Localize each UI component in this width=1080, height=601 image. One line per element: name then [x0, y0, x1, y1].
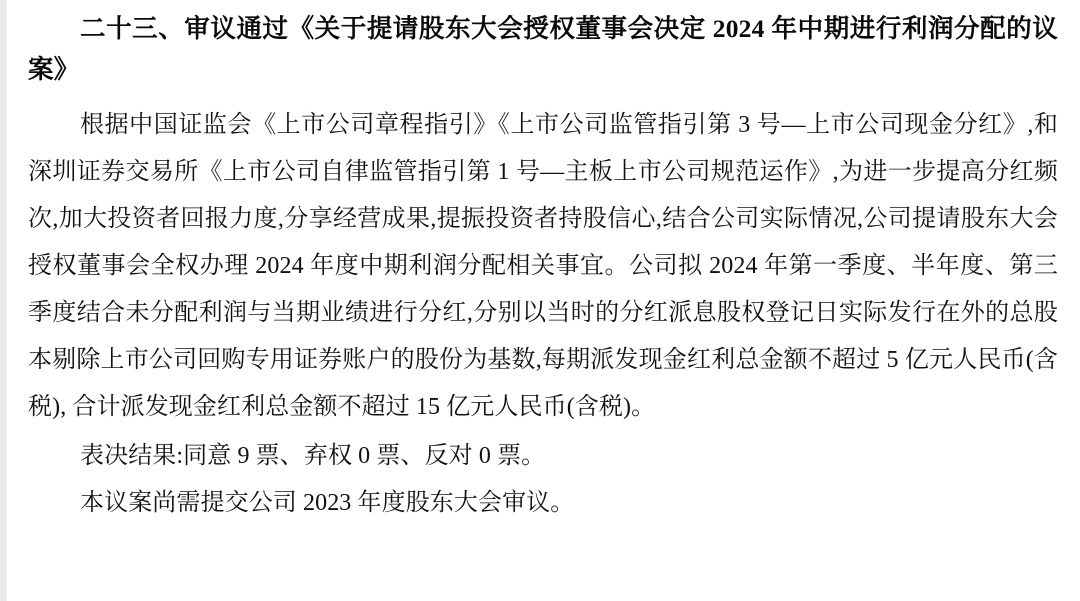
paragraph-vote-result: 表决结果:同意 9 票、弃权 0 票、反对 0 票。 [80, 443, 546, 469]
paragraph-note: 本议案尚需提交公司 2023 年度股东大会审议。 [80, 490, 575, 516]
document-body [28, 102, 1058, 527]
page-title: 二十三、审议通过《关于提请股东大会授权董事会决定 2024 年中期进行利润分配的议案》 [28, 14, 1058, 84]
paragraph-main: 根据中国证监会《上市公司章程指引》《上市公司监管指引第 3 号—上市公司现金分红》,和深圳证券交易所《上市公司自律监管指引第 1 号—主板上市公司规范运作》,为进一步提高分红频次,加大投资者回报力度,分享经营成果,提振投资者持股信心,结合公司实际情况,公司提请股东大会授权董事会全权办理 2024 年度中期利润分配相关事宜。公司拟 2024 年第一季度、半年度、第三季度结合未分配利润与当期业绩进行分红,分别以当时的分红派息股权登记日实际发行在外的总股本剔除上市公司回购专用证券账户的股份为基数,每期派发现金红利总金额不超过 5 亿元人民币(含税), 合计派发现金红利总金额不超过 15 亿元人民币(含税)。 [28, 112, 1058, 420]
document-content [28, 0, 1058, 527]
page-left-margin-rule [0, 0, 7, 601]
